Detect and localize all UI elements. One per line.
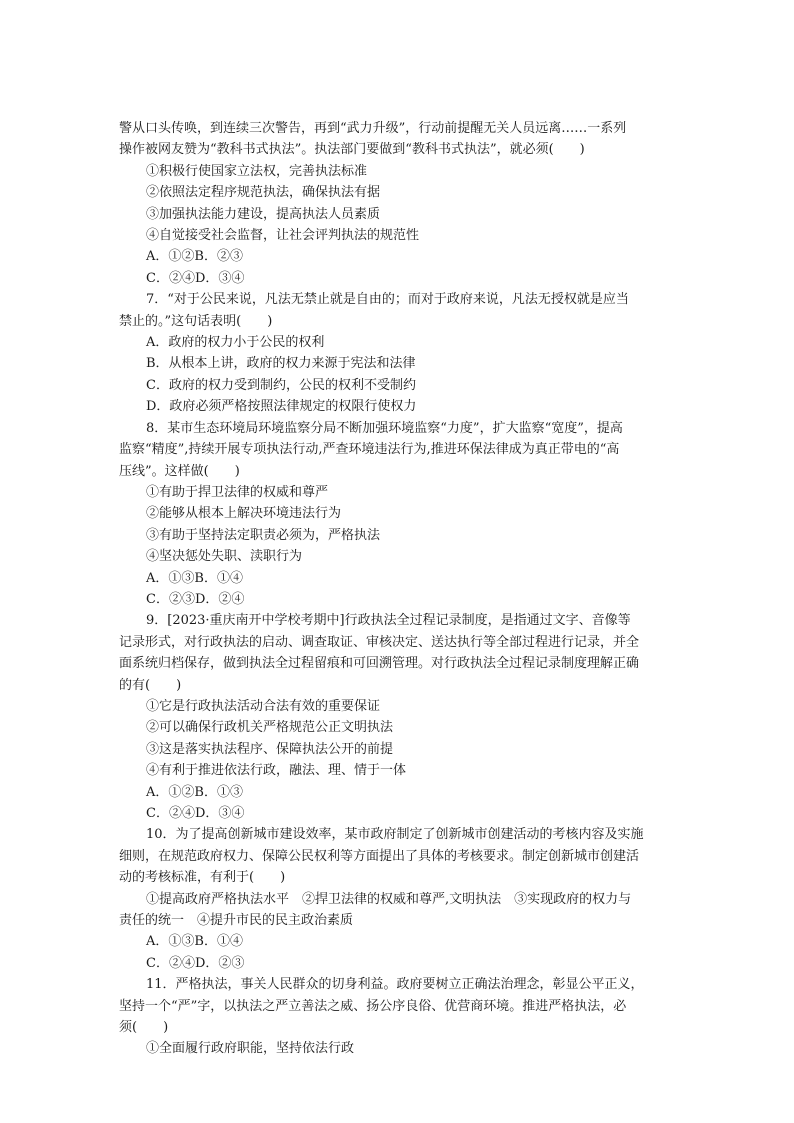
- text-line: C．②④D．②③: [146, 955, 245, 971]
- text-line: ④坚决惩处失职、渎职行为: [146, 549, 303, 565]
- text-line: ①全面履行政府职能，坚持依法行政: [146, 1041, 355, 1057]
- text-line: 压线”。这样做( ): [119, 463, 240, 479]
- text-line: 须( ): [119, 1020, 169, 1036]
- text-line: ③这是落实执法程序、保障执法公开的前提: [146, 741, 394, 757]
- text-line: 责任的统一 ④提升市民的民主政治素质: [119, 913, 354, 929]
- text-line: ④有利于推进依法行政，融法、理、情于一体: [146, 763, 407, 779]
- text-line: B．从根本上讲，政府的权力来源于宪法和法律: [146, 356, 416, 372]
- text-line: ①积极行使国家立法权，完善执法标准: [146, 163, 368, 179]
- text-line: 警从口头传唤，到连续三次警告，再到“武力升级”，行动前提醒无关人员远离……一系列: [119, 121, 627, 136]
- text-line: 坚持一个“严”字，以执法之严立善法之威、扬公序良俗、优营商环境。推进严格执法，必: [119, 998, 627, 1014]
- text-line: 监察“精度”,持续开展专项执法行动,严查环境违法行为,推进环保法律成为真正带电的“高: [119, 442, 620, 458]
- text-line: C．政府的权力受到制约，公民的权利不受制约: [146, 377, 416, 393]
- text-line: C．②③D．②④: [146, 591, 245, 607]
- text-line: ①提高政府严格执法水平 ②捍卫法律的权威和尊严,文明执法 ③实现政府的权力与: [146, 891, 632, 907]
- text-line: C．②④D．③④: [146, 270, 245, 286]
- text-line: ②可以确保行政机关严格规范公正文明执法: [146, 720, 394, 736]
- document-body: [119, 118, 679, 1060]
- text-line: 的有( ): [119, 677, 182, 693]
- text-line: 面系统归档保存，做到执法全过程留痕和可回溯管理。对行政执法全过程记录制度理解正确: [119, 656, 640, 672]
- text-line: 动的考核标准，有利于( ): [119, 870, 286, 886]
- text-line: ②依照法定程序规范执法，确保执法有据: [146, 185, 381, 201]
- text-line: 10．为了提高创新城市建设效率，某市政府制定了创新城市创建活动的考核内容及实施: [146, 827, 644, 843]
- text-line: ④自觉接受社会监督，让社会评判执法的规范性: [146, 228, 420, 244]
- text-line: ①它是行政执法活动合法有效的重要保证: [146, 698, 381, 714]
- text-line: D．政府必须严格按照法律规定的权限行使权力: [146, 399, 417, 415]
- text-line: ②能够从根本上解决环境违法行为: [146, 506, 342, 522]
- text-line: A．①③B．①④: [146, 570, 243, 586]
- text-line: 11．严格执法，事关人民群众的切身利益。政府要树立正确法治理念，彰显公平正义，: [146, 977, 644, 993]
- text-line: A．①②B．②③: [146, 249, 243, 265]
- text-line: C．②④D．③④: [146, 806, 245, 821]
- text-line: 细则，在规范政府权力、保障公民权利等方面提出了具体的考核要求。制定创新城市创建活: [119, 848, 640, 864]
- text-line: 9．[2023·重庆南开中学校考期中]行政执法全过程记录制度，是指通过文字、音像等: [146, 613, 631, 629]
- text-line: 禁止的。”这句话表明( ): [119, 313, 273, 329]
- text-line: 8．某市生态环境局环境监察分局不断加强环境监察“力度”，扩大监察“宽度”，提高: [146, 420, 623, 436]
- text-line: ③有助于坚持法定职责必须为，严格执法: [146, 527, 381, 543]
- text-line: ①有助于捍卫法律的权威和尊严: [146, 484, 329, 500]
- text-line: 记录形式，对行政执法的启动、调查取证、审核决定、送达执行等全部过程进行记录，并全: [119, 634, 640, 650]
- text-line: 7．“对于公民来说，凡法无禁止就是自由的；而对于政府来说，凡法无授权就是应当: [146, 292, 629, 308]
- text-line: A．①③B．①④: [146, 934, 243, 950]
- text-line: ③加强执法能力建设，提高执法人员素质: [146, 206, 381, 222]
- text-line: 操作被网友赞为“教科书式执法”。执法部门要做到“教科书式执法”，就必须( ): [119, 142, 585, 158]
- text-line: A．①②B．①③: [146, 784, 243, 800]
- text-line: A．政府的权力小于公民的权利: [146, 335, 325, 351]
